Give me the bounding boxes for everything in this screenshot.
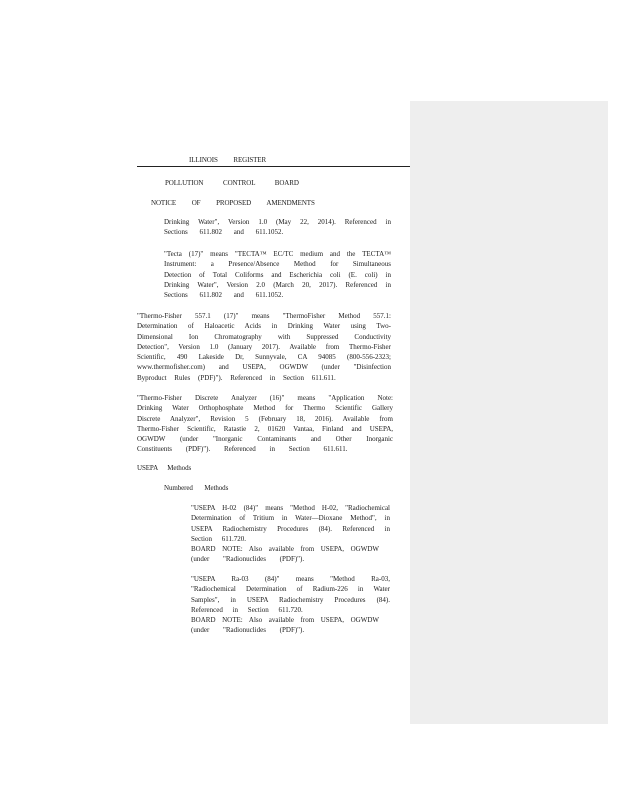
text-line: USEPA Radiochemistry Procedures (84). Referenced in bbox=[191, 524, 390, 533]
board-title: POLLUTION CONTROL BOARD bbox=[165, 179, 299, 187]
text-line: BOARD NOTE: Also available from USEPA, OGWDW bbox=[191, 545, 379, 554]
method-h02 bbox=[191, 503, 390, 565]
text-line: Drinking Water", Version 2.0 (March 20, 2017). Referenced in bbox=[164, 280, 391, 289]
text-line: Determination of Haloacetic Acids in Drinking Water using Two- bbox=[137, 322, 391, 331]
text-line: Detection", Version 1.0 (January 2017). Available from Thermo-Fisher bbox=[137, 342, 391, 351]
text-line: Constituents (PDF)"). Referenced in Section 611.611. bbox=[137, 445, 348, 454]
notice-title: NOTICE OF PROPOSED AMENDMENTS bbox=[151, 199, 315, 207]
text-line: Detection of Total Coliforms and Escherichia coli (E. coli) in bbox=[164, 270, 391, 279]
text-line: Scientific, 490 Lakeside Dr, Sunnyvale, CA 94085 (800-556-2323; bbox=[137, 353, 391, 362]
text-line: Discrete Analyzer", Revision 5 (February 18, 2016). Available from bbox=[137, 414, 393, 423]
definition-tecta bbox=[164, 249, 391, 300]
text-line: (under "Radionuclides (PDF)"). bbox=[191, 626, 305, 635]
text-line: Sections 611.802 and 611.1052. bbox=[164, 228, 284, 237]
definition-thermo-discrete bbox=[137, 393, 393, 455]
text-line: "USEPA Ra-03 (84)" means "Method Ra-03, bbox=[191, 575, 390, 583]
text-line: Thermo-Fisher Scientific, Ratastie 2, 01620 Vantaa, Finland and USEPA, bbox=[137, 424, 393, 433]
definition-drinking-water bbox=[164, 217, 391, 238]
text-line: (under "Radionuclides (PDF)"). bbox=[191, 555, 305, 564]
text-line: BOARD NOTE: Also available from USEPA, OGWDW bbox=[191, 616, 379, 625]
text-line: "Radiochemical Determination of Radium-226 in Water bbox=[191, 585, 390, 594]
text-line: Instrument: a Presence/Absence Method for Simultaneous bbox=[164, 260, 391, 269]
header-rule bbox=[137, 166, 410, 167]
text-line: Determination of Tritium in Water—Dioxane Method", in bbox=[191, 514, 390, 523]
numbered-methods-heading: Numbered Methods bbox=[164, 484, 229, 492]
usepa-methods-heading: USEPA Methods bbox=[137, 464, 192, 472]
text-line: Referenced in Section 611.720. bbox=[191, 605, 303, 614]
text-line: Byproduct Rules (PDF)"). Referenced in Section 611.611. bbox=[137, 373, 336, 382]
method-ra03 bbox=[191, 574, 390, 636]
text-line: Drinking Water", Version 1.0 (May 22, 2014). Referenced in bbox=[164, 218, 391, 226]
text-line: www.thermofisher.com) and USEPA, OGWDW (under "Disinfection bbox=[137, 363, 391, 372]
comments-panel bbox=[410, 101, 608, 724]
definition-thermo-557 bbox=[137, 311, 391, 383]
text-line: "Tecta (17)" means "TECTA™ EC/TC medium and the TECTA™ bbox=[164, 250, 391, 258]
text-line: "Thermo-Fisher Discrete Analyzer (16)" means "Application Note: bbox=[137, 394, 393, 402]
text-line: Drinking Water Orthophosphate Method for Thermo Scientific Gallery bbox=[137, 404, 393, 413]
text-line: Dimensional Ion Chromatography with Suppressed Conductivity bbox=[137, 332, 391, 341]
text-line: OGWDW (under "Inorganic Contaminants and Other Inorganic bbox=[137, 435, 393, 444]
text-line: Samples", in USEPA Radiochemistry Procedures (84). bbox=[191, 595, 390, 604]
text-line: Sections 611.802 and 611.1052. bbox=[164, 291, 284, 300]
text-line: "USEPA H-02 (84)" means "Method H-02, "Radiochemical bbox=[191, 504, 390, 512]
text-line: "Thermo-Fisher 557.1 (17)" means "ThermoFisher Method 557.1: bbox=[137, 312, 391, 320]
text-line: Section 611.720. bbox=[191, 534, 246, 543]
register-title: ILLINOIS REGISTER bbox=[189, 156, 267, 164]
